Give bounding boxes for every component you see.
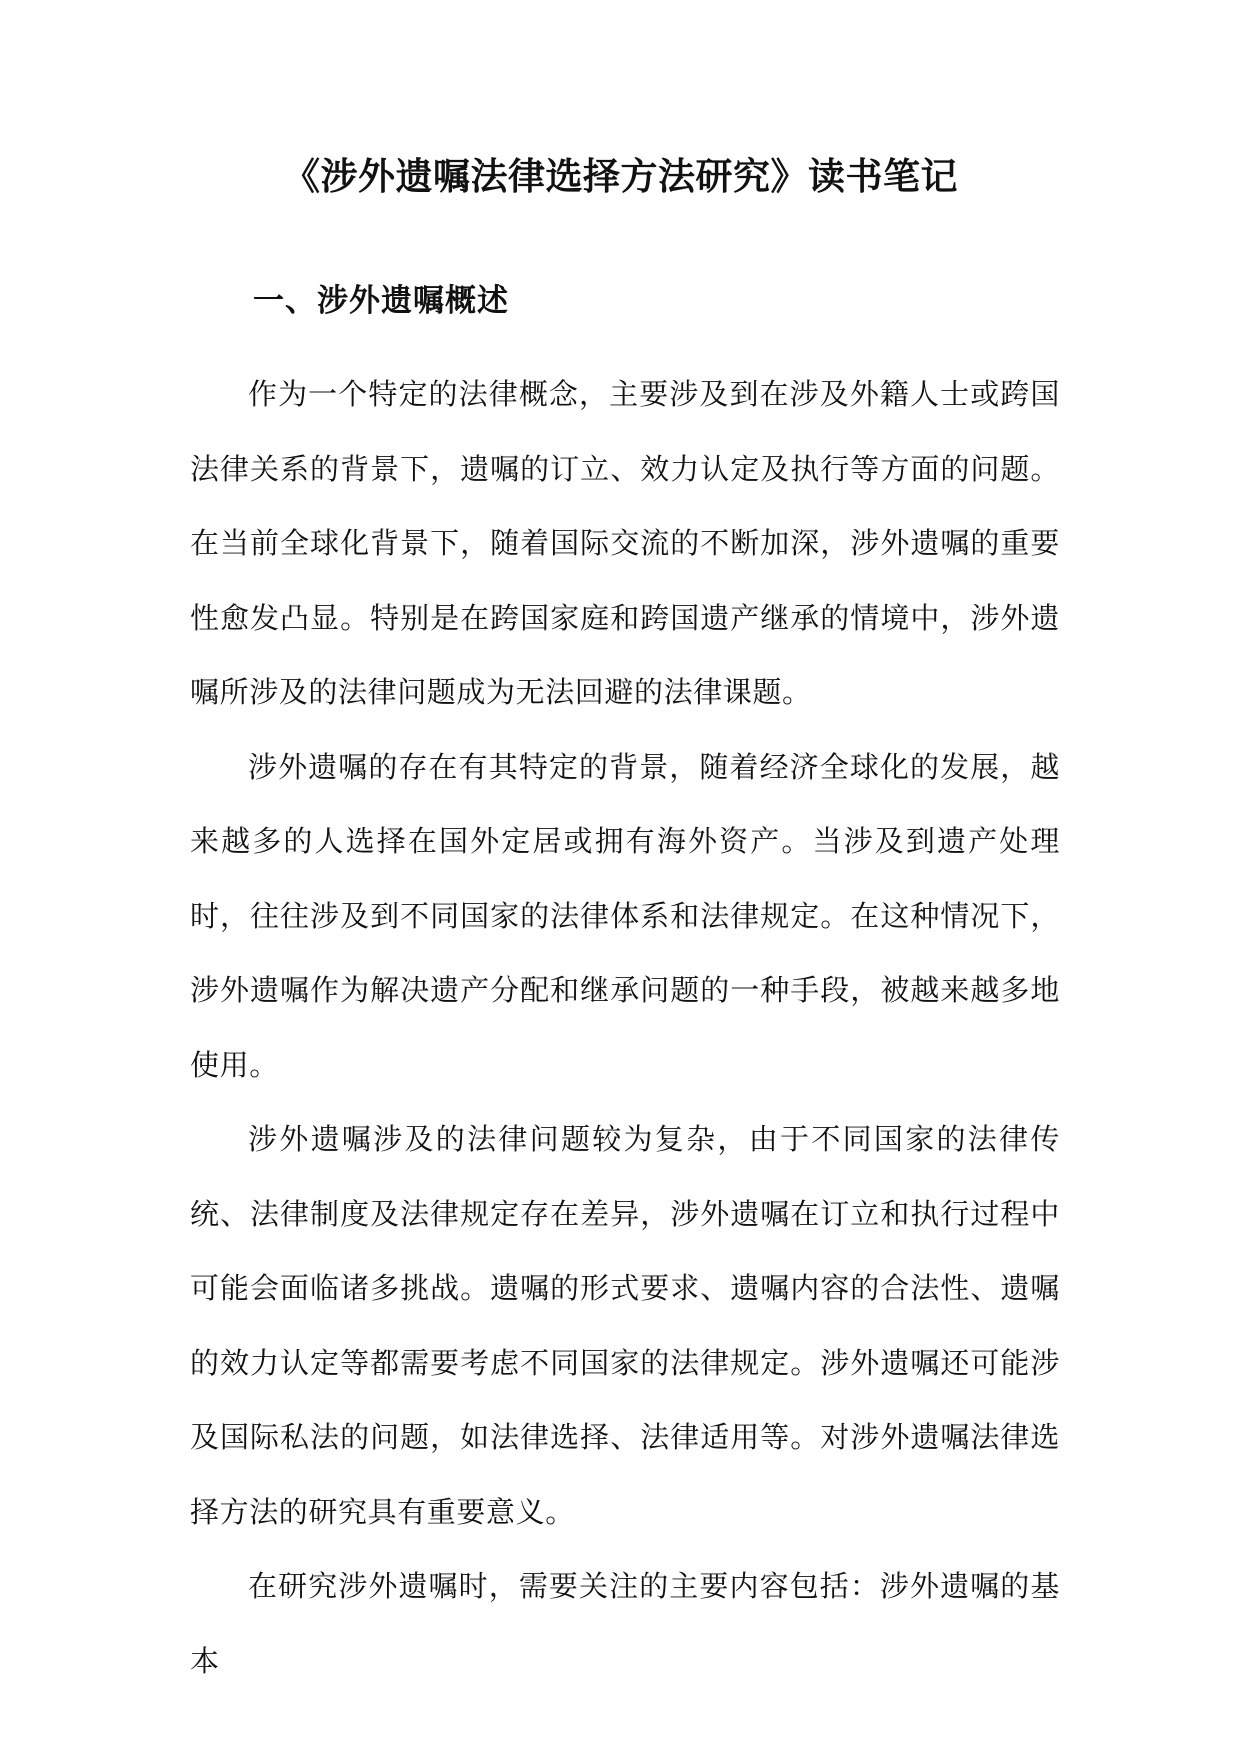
paragraph: 作为一个特定的法律概念，主要涉及到在涉及外籍人士或跨国法律关系的背景下，遗嘱的订立、效力认定及执行等方面的问题。在当前全球化背景下，随着国际交流的不断加深，涉外遗嘱的重要性愈发凸显。特别是在跨国家庭和跨国遗产继承的情境中，涉外遗嘱所涉及的法律问题成为无法回避的法律课题。 [190, 377, 1060, 709]
section-heading: 一、涉外遗嘱概述 [253, 283, 509, 319]
body-text [190, 357, 1060, 1698]
document-title: 《涉外遗嘱法律选择方法研究》读书笔记 [283, 154, 958, 198]
paragraph: 涉外遗嘱涉及的法律问题较为复杂，由于不同国家的法律传统、法律制度及法律规定存在差异，涉外遗嘱在订立和执行过程中可能会面临诸多挑战。遗嘱的形式要求、遗嘱内容的合法性、遗嘱的效力认定等都需要考虑不同国家的法律规定。涉外遗嘱还可能涉及国际私法的问题，如法律选择、法律适用等。对涉外遗嘱法律选择方法的研究具有重要意义。 [190, 1122, 1060, 1529]
paragraph: 在研究涉外遗嘱时，需要关注的主要内容包括：涉外遗嘱的基本 [190, 1569, 1060, 1678]
paragraph: 涉外遗嘱的存在有其特定的背景，随着经济全球化的发展，越来越多的人选择在国外定居或拥有海外资产。当涉及到遗产处理时，往往涉及到不同国家的法律体系和法律规定。在这种情况下，涉外遗嘱作为解决遗产分配和继承问题的一种手段，被越来越多地使用。 [190, 749, 1060, 1082]
